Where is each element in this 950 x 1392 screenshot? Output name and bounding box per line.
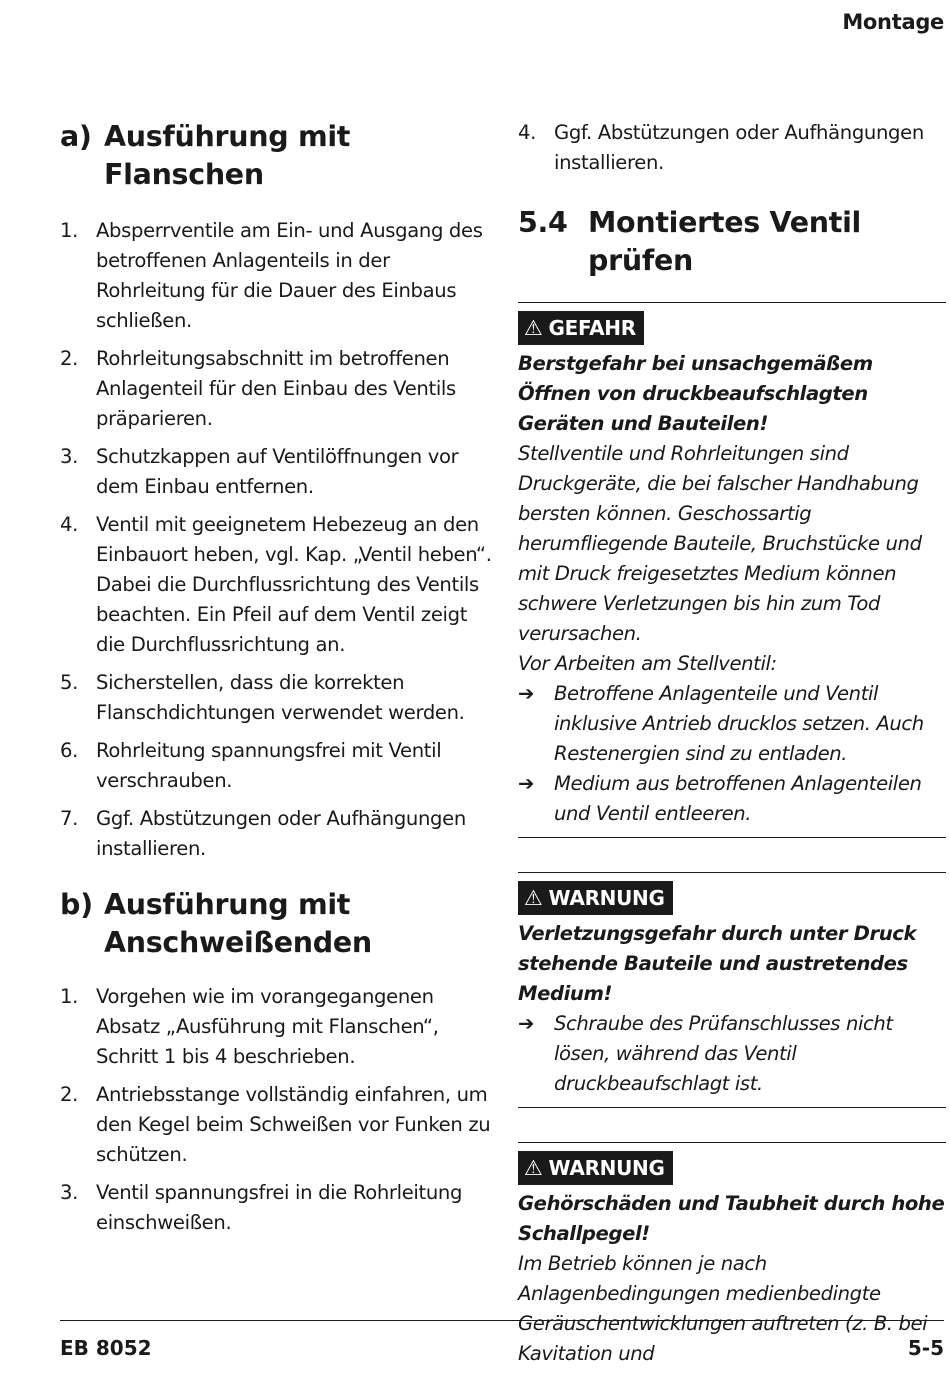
signal-word-badge: ⚠ GEFAHR bbox=[518, 311, 644, 345]
warning-triangle-icon: ⚠ bbox=[524, 316, 543, 340]
warning-notice bbox=[518, 873, 946, 1099]
notice-bottom-rule bbox=[518, 1107, 946, 1108]
arrow-right-icon: ➔ bbox=[518, 772, 535, 795]
notice-action-list bbox=[518, 679, 946, 829]
document-id: EB 8052 bbox=[60, 1336, 152, 1360]
list-item: 3. Schutzkappen auf Ventilöffnungen vor dem Einbau entfernen. bbox=[60, 445, 459, 498]
list-item: 3. Ventil spannungsfrei in die Rohrleitung einschweißen. bbox=[60, 1181, 463, 1234]
signal-word-badge: ⚠ WARNUNG bbox=[518, 1151, 673, 1185]
list-item: 1. Vorgehen wie im vorangegangenen Absatz „Ausführung mit Flanschen“, Schritt 1 bis 4 beschrieben. bbox=[60, 985, 439, 1068]
heading-section-a: a) Ausführung mit Flanschen bbox=[60, 120, 351, 191]
signal-word-badge: ⚠ WARNUNG bbox=[518, 881, 673, 915]
running-header: Montage bbox=[842, 10, 944, 34]
footer-rule bbox=[60, 1320, 944, 1321]
notice-action-list bbox=[518, 1009, 946, 1099]
notice-body: Stellventile und Rohrleitungen sind Druckgeräte, die bei falscher Handhabung bersten können. Geschossartig herumfliegende Bauteile, Bruchstücke und mit Druck freigesetztes Medium können schwere Verletzungen bis hin zum Tod verursachen. bbox=[518, 442, 922, 645]
notice-lead: Vor Arbeiten am Stellventil: bbox=[518, 652, 777, 675]
list-item: 4. Ventil mit geeignetem Hebezeug an den Einbauort heben, vgl. Kap. „Ventil heben“. Dabei die Durchflussrichtung des Ventils beachten. Ein Pfeil auf dem Ventil zeigt die Durchflussrichtung an. bbox=[60, 513, 492, 656]
steps-list-a bbox=[60, 216, 492, 864]
list-item: 4. Ggf. Abstützungen oder Aufhängungen installieren. bbox=[518, 121, 924, 174]
page-number: 5-5 bbox=[907, 1336, 944, 1360]
notice-body: Im Betrieb können je nach Anlagenbedingungen medienbedingte Geräuschentwicklungen auftreten (z. B. bei Kavitation und bbox=[518, 1252, 928, 1365]
list-item: 1. Absperrventile am Ein- und Ausgang des betroffenen Anlagenteils in der Rohrleitung für die Dauer des Einbaus schließen. bbox=[60, 219, 483, 332]
list-item: 6. Rohrleitung spannungsfrei mit Ventil verschrauben. bbox=[60, 739, 442, 792]
notice-bottom-rule bbox=[518, 837, 946, 838]
arrow-right-icon: ➔ bbox=[518, 682, 535, 705]
list-item: 7. Ggf. Abstützungen oder Aufhängungen installieren. bbox=[60, 807, 466, 860]
left-column bbox=[60, 118, 492, 1246]
arrow-right-icon: ➔ bbox=[518, 1012, 535, 1035]
danger-notice bbox=[518, 303, 946, 829]
list-item: 5. Sicherstellen, dass die korrekten Flanschdichtungen verwendet werden. bbox=[60, 671, 465, 724]
steps-list-continued bbox=[518, 118, 946, 178]
right-column bbox=[518, 118, 946, 1369]
notice-headline: Verletzungsgefahr durch unter Druck stehende Bauteile und austretendes Medium! bbox=[518, 922, 917, 1005]
notice-headline: Berstgefahr bei unsachgemäßem Öffnen von druckbeaufschlagten Geräten und Bauteilen! bbox=[518, 352, 873, 435]
steps-list-b bbox=[60, 982, 492, 1238]
list-item: 2. Antriebsstange vollständig einfahren, um den Kegel beim Schweißen vor Funken zu schützen. bbox=[60, 1083, 491, 1166]
warning-triangle-icon: ⚠ bbox=[524, 1156, 543, 1180]
warning-notice bbox=[518, 1143, 946, 1369]
list-item: 2. Rohrleitungsabschnitt im betroffenen Anlagenteil für den Einbau des Ventils präparieren. bbox=[60, 347, 456, 430]
list-item: ➔ Medium aus betroffenen Anlagenteilen und Ventil entleeren. bbox=[518, 769, 946, 829]
notice-headline: Gehörschäden und Taubheit durch hohe Schallpegel! bbox=[518, 1192, 945, 1245]
list-item: ➔ Schraube des Prüfanschlusses nicht lösen, während das Ventil druckbeaufschlagt ist. bbox=[518, 1009, 946, 1099]
heading-section-b: b) Ausführung mit Anschweißenden bbox=[60, 888, 372, 959]
list-item: ➔ Betroffene Anlagenteile und Ventil inklusive Antrieb drucklos setzen. Auch Restenergien sind zu entladen. bbox=[518, 679, 946, 769]
heading-section-5-4: 5.4 Montiertes Ventil prüfen bbox=[518, 206, 862, 277]
warning-triangle-icon: ⚠ bbox=[524, 886, 543, 910]
